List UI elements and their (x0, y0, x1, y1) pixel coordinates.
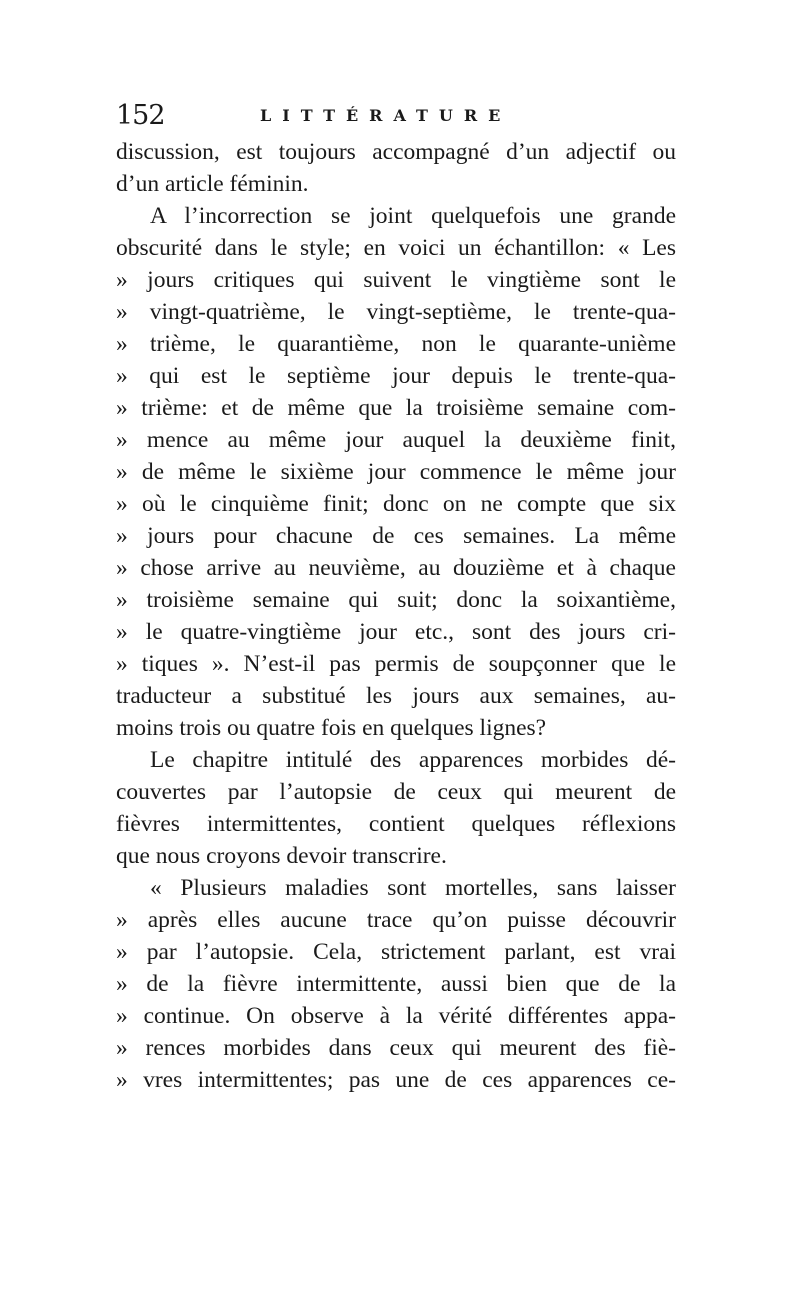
text-line: d’un article féminin. (116, 171, 309, 197)
page-number: 152 (116, 100, 165, 131)
text-line: » vingt-quatrième, le vingt-septième, le trente-qua- (116, 299, 676, 325)
body-text (116, 136, 676, 1096)
text-line: » qui est le septième jour depuis le trente-qua- (116, 363, 676, 389)
text-line: » jours pour chacune de ces semaines. La même (116, 523, 676, 549)
text-line: que nous croyons devoir transcrire. (116, 843, 447, 869)
text-line: » trième: et de même que la troisième semaine com- (116, 395, 676, 421)
text-line: traducteur a substitué les jours aux semaines, au- (116, 683, 676, 709)
text-line: » troisième semaine qui suit; donc la soixantième, (116, 587, 676, 613)
text-line: « Plusieurs maladies sont mortelles, sans laisser (150, 875, 676, 901)
text-line: moins trois ou quatre fois en quelques lignes? (116, 715, 547, 741)
text-line: » continue. On observe à la vérité différentes appa- (116, 1003, 676, 1029)
text-line: » jours critiques qui suivent le vingtième sont le (116, 267, 676, 293)
text-line: » vres intermittentes; pas une de ces apparences ce- (116, 1067, 676, 1093)
text-line: » chose arrive au neuvième, au douzième et à chaque (116, 555, 676, 581)
text-line: » par l’autopsie. Cela, strictement parlant, est vrai (116, 939, 676, 965)
text-line: » mence au même jour auquel la deuxième finit, (116, 427, 676, 453)
text-line: » après elles aucune trace qu’on puisse découvrir (116, 907, 676, 933)
text-line: » rences morbides dans ceux qui meurent des fiè- (116, 1035, 676, 1061)
text-line: » de la fièvre intermittente, aussi bien que de la (116, 971, 676, 997)
text-line: A l’incorrection se joint quelquefois une grande (150, 203, 676, 229)
text-line: » trième, le quarantième, non le quarante-unième (116, 331, 676, 357)
text-line: obscurité dans le style; en voici un échantillon: « Les (116, 235, 676, 261)
text-line: couvertes par l’autopsie de ceux qui meurent de (116, 779, 676, 805)
page-header (116, 100, 686, 132)
text-line: » de même le sixième jour commence le même jour (116, 459, 676, 485)
text-line: » où le cinquième finit; donc on ne compte que six (116, 491, 676, 517)
text-line: discussion, est toujours accompagné d’un adjectif ou (116, 139, 676, 165)
text-line: Le chapitre intitulé des apparences morbides dé- (150, 747, 676, 773)
text-line: » le quatre-vingtième jour etc., sont des jours cri- (116, 619, 676, 645)
text-line: fièvres intermittentes, contient quelques réflexions (116, 811, 676, 837)
text-line: » tiques ». N’est-il pas permis de soupçonner que le (116, 651, 676, 677)
running-head: LITTÉRATURE (260, 106, 512, 125)
